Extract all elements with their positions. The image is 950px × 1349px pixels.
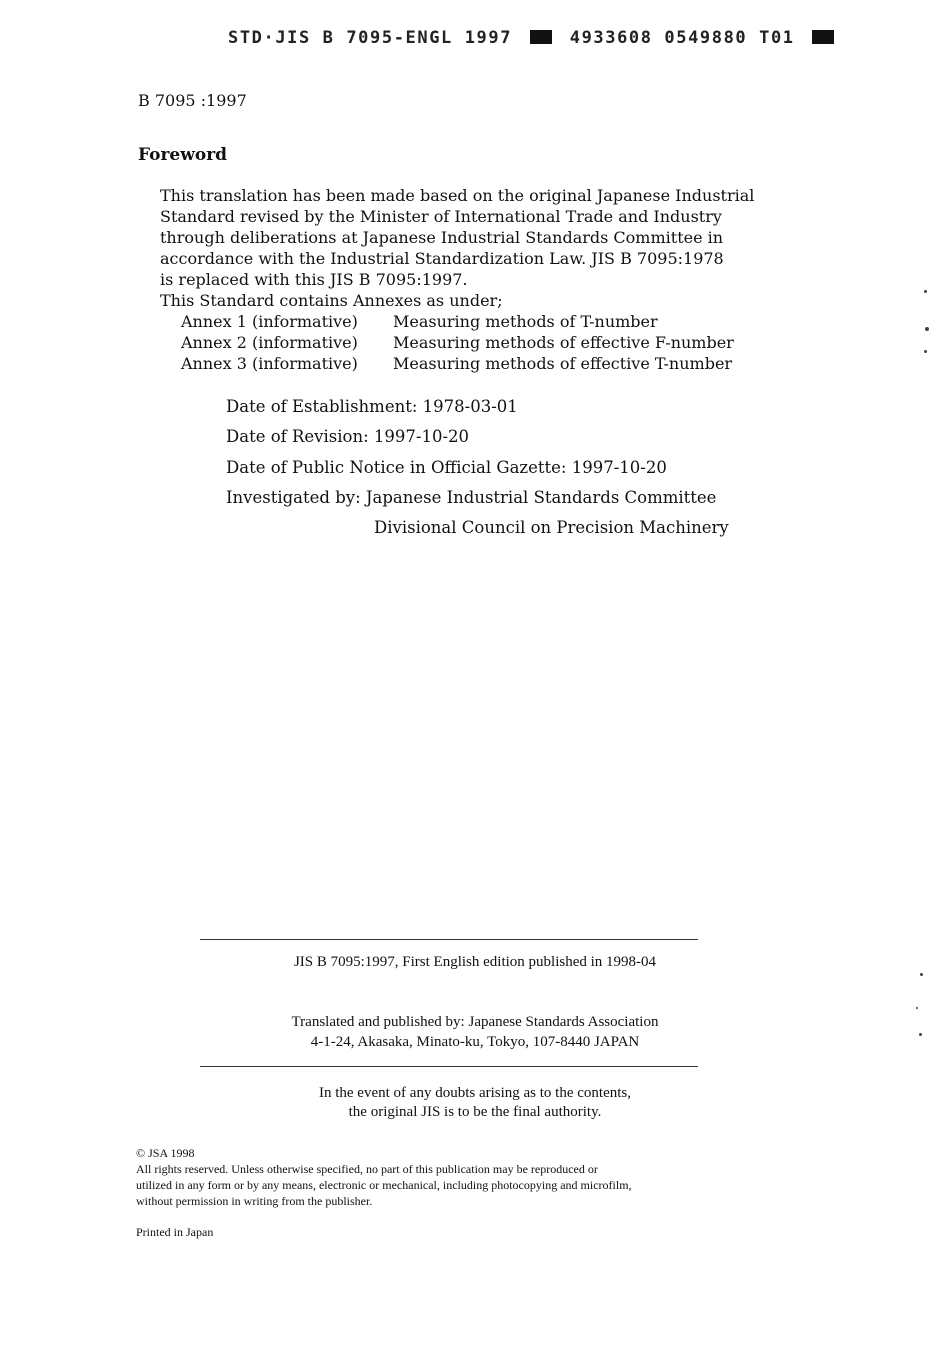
header-code-left: STD·JIS B 7095-ENGL 1997 — [228, 28, 513, 48]
foreword-line: accordance with the Industrial Standardization Law. JIS B 7095:1978 — [160, 249, 724, 268]
foreword-line: This translation has been made based on the original Japanese Industrial — [160, 186, 755, 205]
annex-title: Measuring methods of effective T-number — [393, 354, 733, 373]
redaction-block-icon — [530, 30, 552, 44]
scan-speck — [919, 1033, 922, 1036]
address-line: 4-1-24, Akasaka, Minato-ku, Tokyo, 107-8440 JAPAN — [310, 1034, 640, 1050]
foreword-line: This Standard contains Annexes as under; — [160, 291, 503, 310]
header-code-right: T01 — [759, 28, 795, 48]
scan-speck — [924, 350, 927, 353]
microfilm-header-strip — [228, 28, 840, 48]
date-of-revision: Date of Revision: 1997-10-20 — [226, 427, 470, 446]
divider-top — [200, 939, 698, 940]
foreword-line: is replaced with this JIS B 7095:1997. — [160, 270, 468, 289]
copyright-line: © JSA 1998 — [136, 1146, 195, 1160]
divisional-council: Divisional Council on Precision Machinery — [374, 518, 729, 537]
foreword-heading: Foreword — [138, 145, 228, 165]
redaction-block-icon — [812, 30, 834, 44]
edition-line: JIS B 7095:1997, First English edition published in 1998-04 — [293, 954, 657, 970]
header-code-middle: 4933608 0549880 — [569, 28, 748, 48]
annex-row — [181, 354, 732, 373]
foreword-line: Standard revised by the Minister of International Trade and Industry — [160, 207, 722, 226]
annex-tag: Annex 2 (informative) — [181, 333, 358, 352]
authority-line: In the event of any doubts arising as to the contents, — [318, 1085, 631, 1101]
date-of-public-notice: Date of Public Notice in Official Gazette: 1997-10-20 — [226, 458, 667, 477]
authority-line: the original JIS is to be the final authority. — [348, 1104, 602, 1120]
annex-title: Measuring methods of T-number — [393, 312, 658, 331]
investigated-by: Investigated by: Japanese Industrial Standards Committee — [226, 488, 717, 507]
annex-tag: Annex 1 (informative) — [181, 312, 358, 331]
date-of-establishment: Date of Establishment: 1978-03-01 — [226, 397, 518, 416]
publisher-line: Translated and published by: Japanese Standards Association — [291, 1014, 659, 1030]
annex-tag: Annex 3 (informative) — [181, 354, 358, 373]
rights-line: without permission in writing from the publisher. — [136, 1194, 373, 1208]
printed-in-line: Printed in Japan — [136, 1225, 214, 1239]
annex-row — [181, 333, 734, 352]
foreword-line: through deliberations at Japanese Industrial Standards Committee in — [160, 228, 724, 247]
scan-speck — [924, 290, 927, 293]
scan-speck — [916, 1007, 918, 1009]
document-number: B 7095 :1997 — [138, 91, 247, 110]
rights-line: utilized in any form or by any means, electronic or mechanical, including photocopying and microfilm, — [136, 1178, 632, 1192]
scan-speck — [920, 973, 923, 976]
scan-speck — [925, 327, 929, 331]
rights-line: All rights reserved. Unless otherwise specified, no part of this publication may be reproduced or — [136, 1162, 598, 1176]
annex-title: Measuring methods of effective F-number — [393, 333, 734, 352]
annex-row — [181, 312, 658, 331]
divider-bottom — [200, 1066, 698, 1067]
